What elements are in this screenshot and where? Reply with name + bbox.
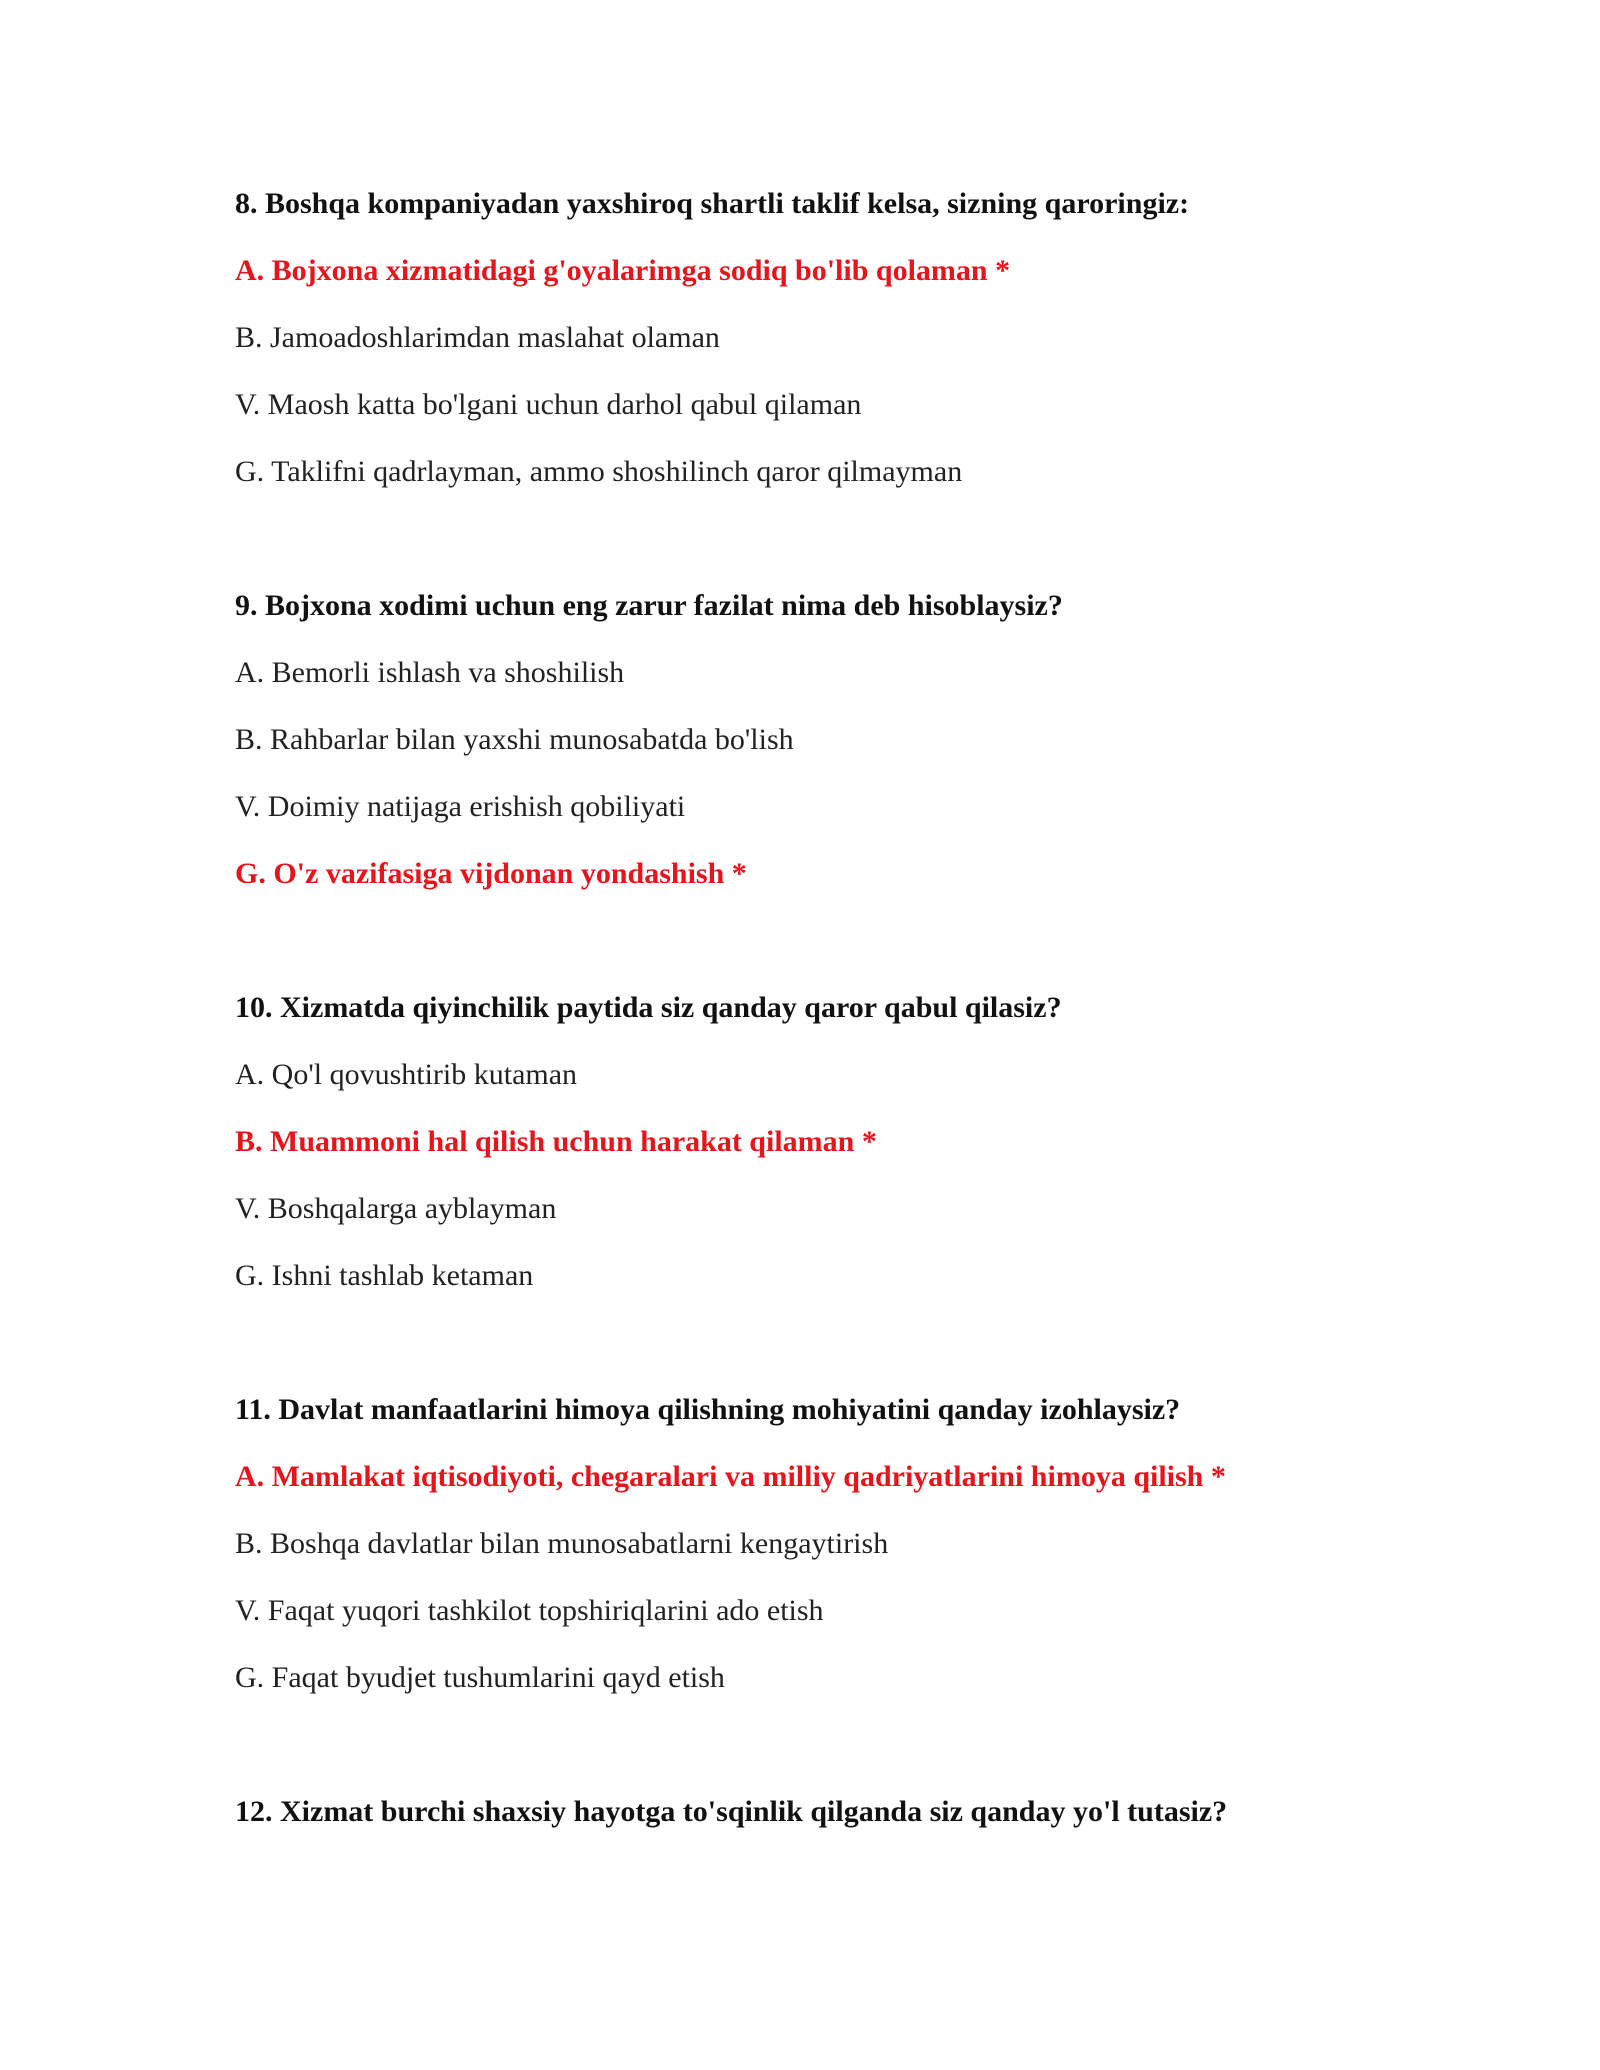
- question-title: 8. Boshqa kompaniyadan yaxshiroq shartli taklif kelsa, sizning qaroringiz:: [235, 187, 1190, 220]
- document-page: [235, 0, 1435, 2070]
- option-g: G. Faqat byudjet tushumlarini qayd etish: [235, 1661, 725, 1694]
- option-g: G. Ishni tashlab ketaman: [235, 1259, 534, 1292]
- question-title: 11. Davlat manfaatlarini himoya qilishning mohiyatini qanday izohlaysiz?: [235, 1393, 1181, 1426]
- option-a-correct: A. Bojxona xizmatidagi g'oyalarimga sodiq bo'lib qolaman *: [235, 254, 1011, 287]
- option-a-correct: A. Mamlakat iqtisodiyoti, chegaralari va milliy qadriyatlarini himoya qilish *: [235, 1460, 1226, 1493]
- option-v: V. Maosh katta bo'lgani uchun darhol qabul qilaman: [235, 388, 862, 421]
- option-b-correct: B. Muammoni hal qilish uchun harakat qilaman *: [235, 1125, 877, 1158]
- option-b: B. Jamoadoshlarimdan maslahat olaman: [235, 321, 720, 354]
- option-v: V. Boshqalarga ayblayman: [235, 1192, 557, 1225]
- option-g-correct: G. O'z vazifasiga vijdonan yondashish *: [235, 857, 747, 890]
- question-title: 9. Bojxona xodimi uchun eng zarur fazilat nima deb hisoblaysiz?: [235, 589, 1063, 622]
- option-b: B. Boshqa davlatlar bilan munosabatlarni kengaytirish: [235, 1527, 889, 1560]
- option-b: B. Rahbarlar bilan yaxshi munosabatda bo'lish: [235, 723, 794, 756]
- option-g: G. Taklifni qadrlayman, ammo shoshilinch qaror qilmayman: [235, 455, 963, 488]
- option-v: V. Faqat yuqori tashkilot topshiriqlarini ado etish: [235, 1594, 824, 1627]
- option-a: A. Qo'l qovushtirib kutaman: [235, 1058, 578, 1091]
- option-a: A. Bemorli ishlash va shoshilish: [235, 656, 625, 689]
- option-v: V. Doimiy natijaga erishish qobiliyati: [235, 790, 686, 823]
- question-title: 12. Xizmat burchi shaxsiy hayotga to'sqinlik qilganda siz qanday yo'l tutasiz?: [235, 1795, 1228, 1828]
- question-title: 10. Xizmatda qiyinchilik paytida siz qanday qaror qabul qilasiz?: [235, 991, 1062, 1024]
